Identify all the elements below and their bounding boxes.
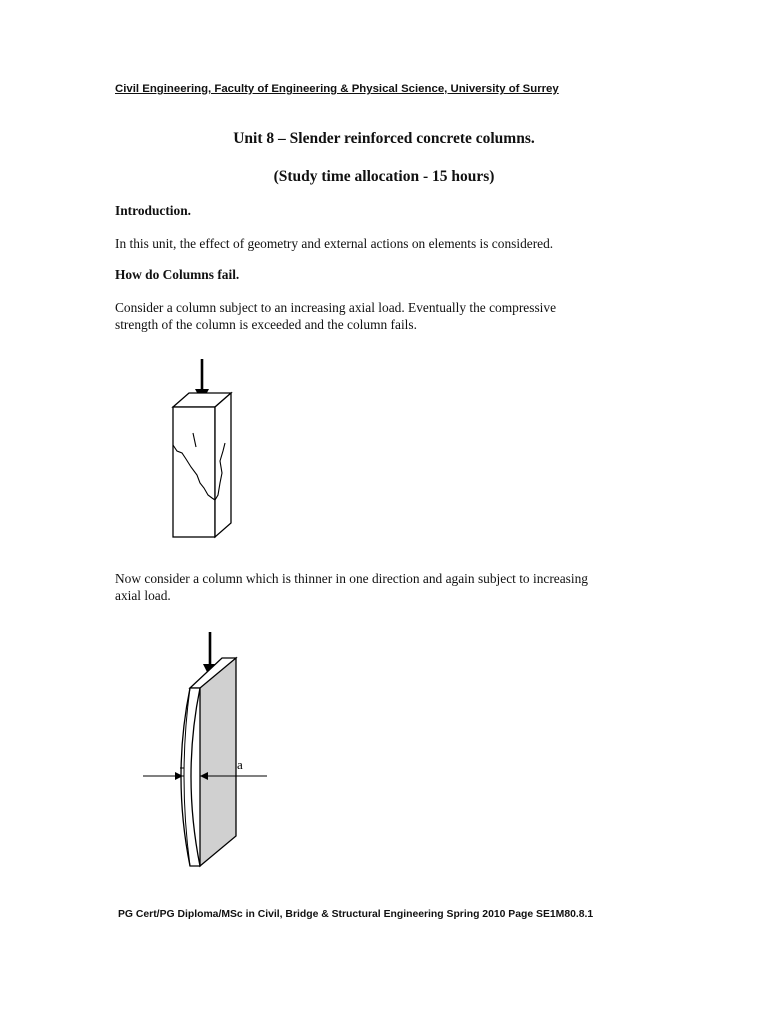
failure-paragraph-1-line-2: strength of the column is exceeded and the column fails.	[115, 317, 417, 332]
failure-paragraph-2-line-2: axial load.	[115, 588, 171, 603]
failure-paragraph-2	[115, 570, 660, 604]
column-buckling-figure	[140, 628, 280, 873]
introduction-text: In this unit, the effect of geometry and external actions on elements is considered.	[115, 236, 554, 251]
study-time-subtitle: (Study time allocation - 15 hours)	[273, 168, 495, 185]
column-wide-face	[200, 658, 236, 866]
failure-paragraph-2-line-1: Now consider a column which is thinner in one direction and again subject to increasing	[115, 571, 589, 586]
page-footer: PG Cert/PG Diploma/MSc in Civil, Bridge & Structural Engineering Spring 2010 Page SE1M80.8.1	[118, 909, 594, 920]
deflection-label: a	[237, 757, 243, 772]
unit-title: Unit 8 – Slender reinforced concrete columns.	[233, 130, 535, 147]
failure-paragraph-1-line-1: Consider a column subject to an increasing axial load. Eventually the compressive	[115, 300, 557, 315]
failure-paragraph-1	[115, 299, 660, 333]
failure-heading: How do Columns fail.	[115, 267, 240, 282]
column-front-face	[173, 407, 215, 537]
column-side-face	[215, 393, 231, 537]
page-header: Civil Engineering, Faculty of Engineering & Physical Science, University of Surrey	[115, 83, 559, 95]
introduction-heading: Introduction.	[115, 203, 192, 218]
column-crushing-figure	[160, 355, 250, 545]
